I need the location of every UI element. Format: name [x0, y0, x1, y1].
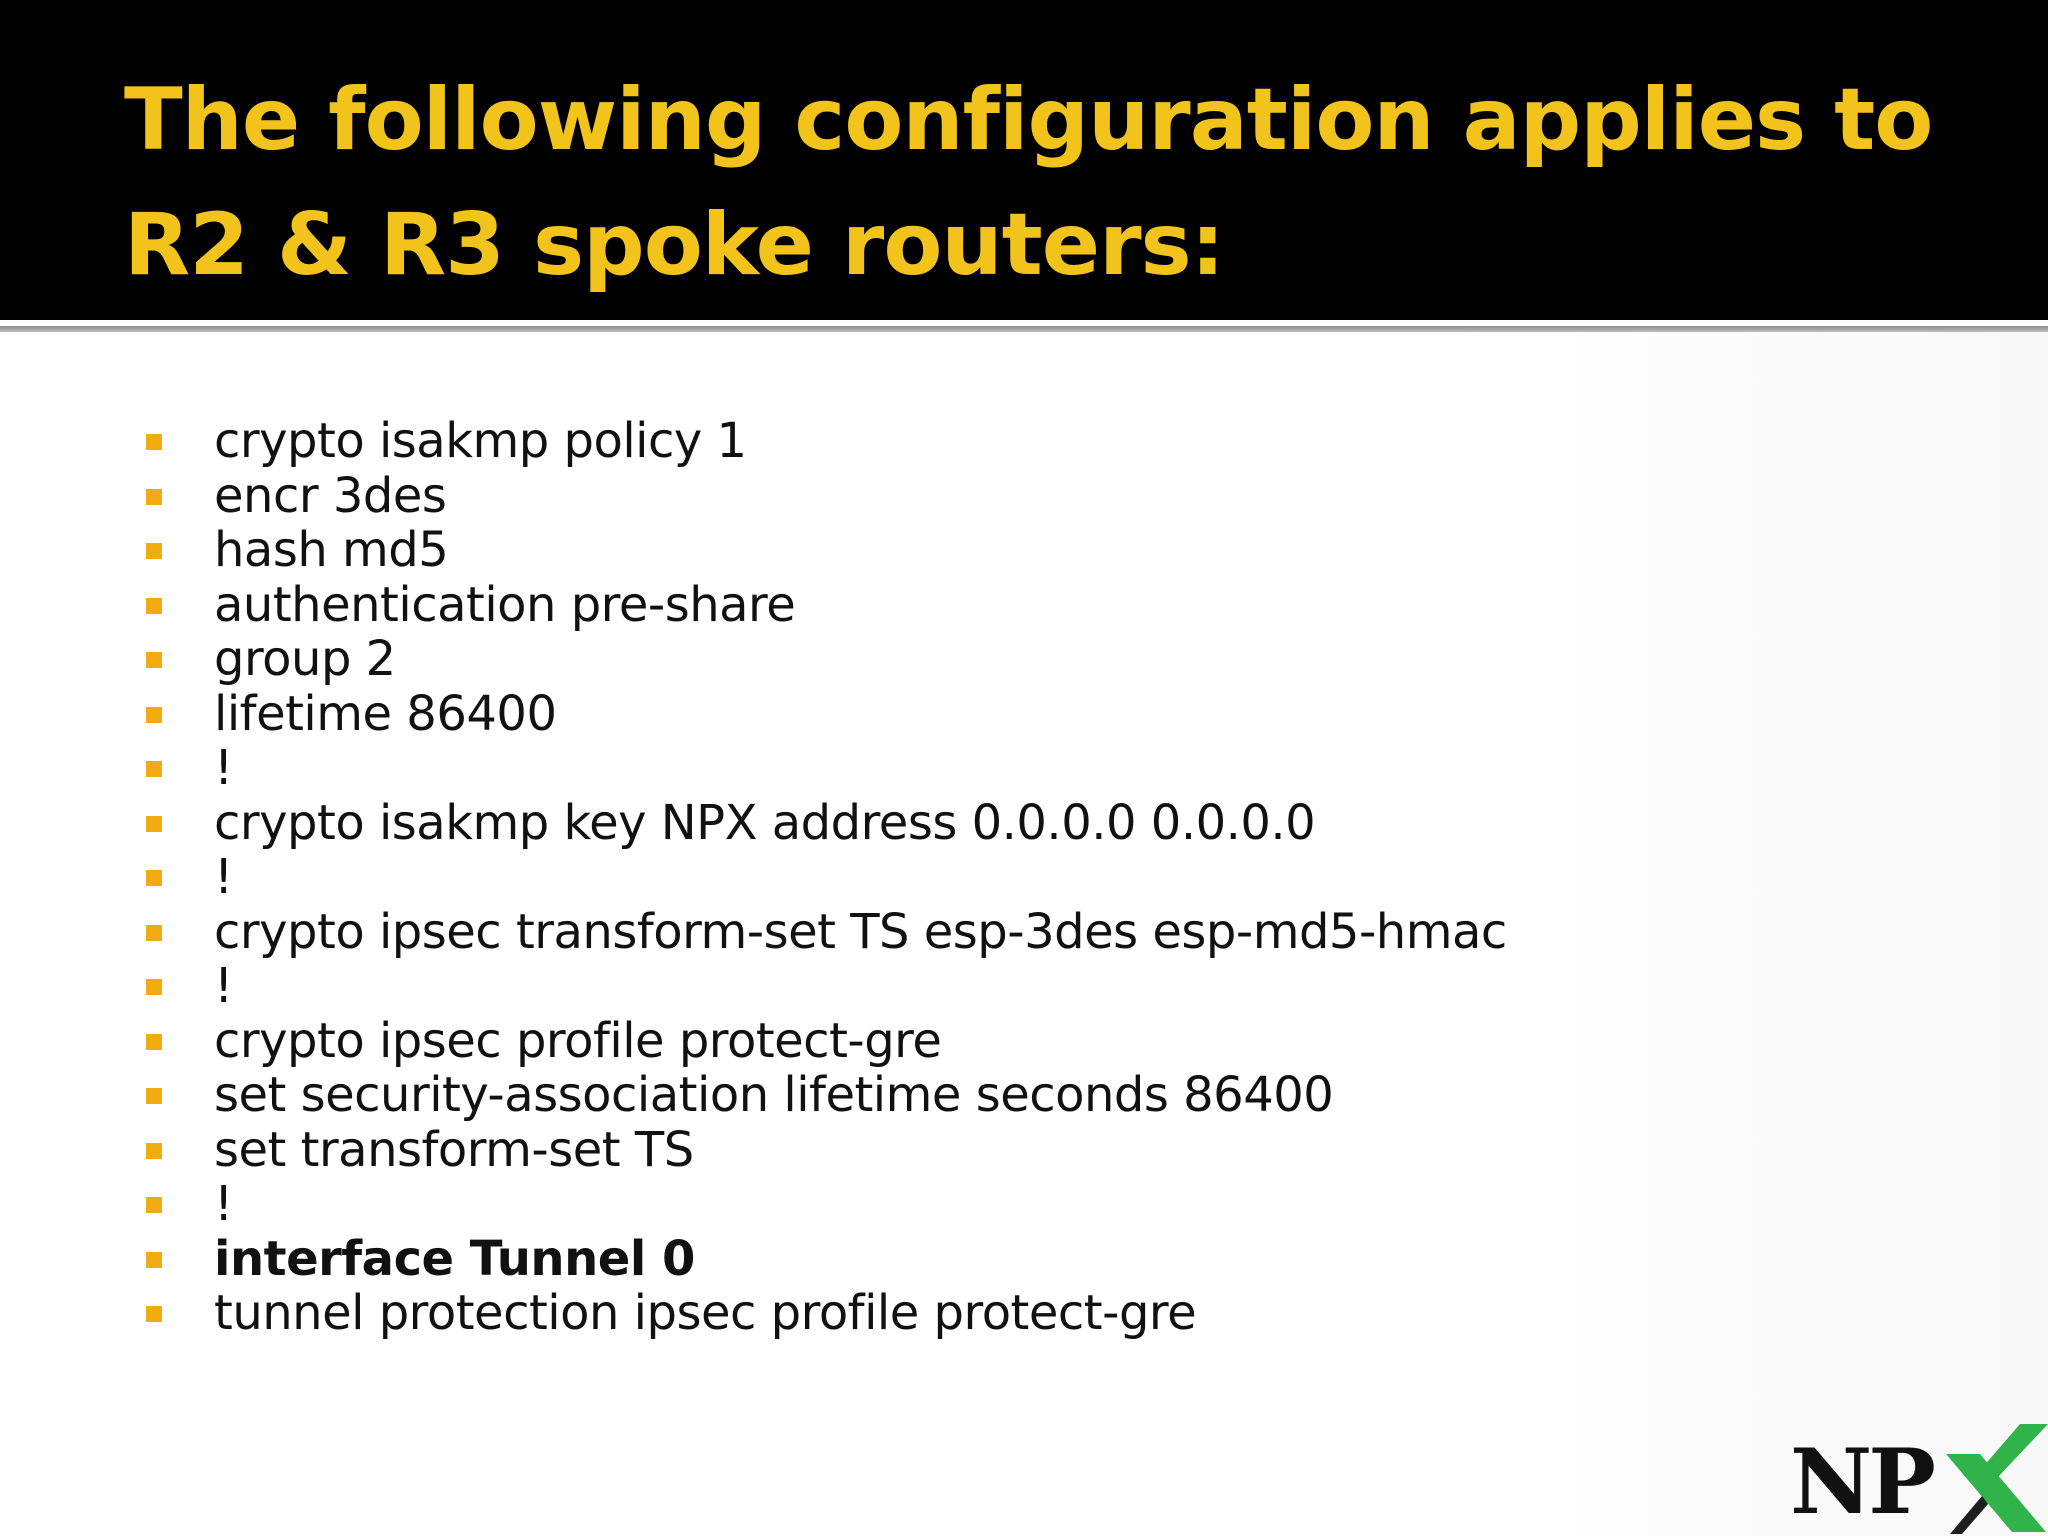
bullet-item: [140, 414, 1507, 469]
bullet-item-bold: [140, 1232, 1507, 1287]
square-bullet-icon: [146, 707, 162, 723]
bullet-text: crypto ipsec transform-set TS esp-3des esp-md5-hmac: [214, 903, 1507, 960]
bullet-item: [140, 687, 1507, 742]
square-bullet-icon: [146, 543, 162, 559]
square-bullet-icon: [146, 1143, 162, 1159]
square-bullet-icon: [146, 1306, 162, 1322]
bullet-text: hash md5: [214, 522, 449, 578]
square-bullet-icon: [146, 652, 162, 668]
bullet-item: [140, 905, 1507, 960]
title-band: [0, 0, 2048, 320]
bullet-list: [140, 414, 1507, 1341]
square-bullet-icon: [146, 1088, 162, 1104]
bullet-text: interface Tunnel 0: [214, 1230, 695, 1287]
bullet-text: crypto ipsec profile protect-gre: [214, 1012, 942, 1069]
bullet-text: authentication pre-share: [214, 576, 796, 633]
bullet-text: crypto isakmp policy 1: [214, 413, 747, 469]
square-bullet-icon: [146, 598, 162, 614]
bullet-item: [140, 1177, 1507, 1232]
square-bullet-icon: [146, 489, 162, 505]
bullet-text: lifetime 86400: [214, 685, 557, 742]
bullet-text: set transform-set TS: [214, 1121, 694, 1178]
bullet-item: [140, 1014, 1507, 1069]
bullet-text: tunnel protection ipsec profile protect-gre: [214, 1285, 1197, 1341]
square-bullet-icon: [146, 434, 162, 450]
bullet-text: !: [214, 740, 233, 796]
bullet-item: [140, 741, 1507, 796]
square-bullet-icon: [146, 1034, 162, 1050]
bullet-item: [140, 850, 1507, 905]
bullet-item: [140, 796, 1507, 851]
bullet-item: [140, 632, 1507, 687]
npx-logo-icon: [1944, 1424, 2048, 1536]
bullet-item: [140, 1068, 1507, 1123]
bullet-text: crypto isakmp key NPX address 0.0.0.0 0.0.0.0: [214, 794, 1316, 851]
square-bullet-icon: [146, 816, 162, 832]
square-bullet-icon: [146, 925, 162, 941]
npx-logo: [1790, 1424, 2048, 1536]
bullet-text: encr 3des: [214, 467, 447, 524]
square-bullet-icon: [146, 1252, 162, 1268]
bullet-text: !: [214, 849, 233, 905]
slide-title: The following configuration applies to R2 & R3 spoke routers:: [124, 70, 1933, 295]
bullet-item: [140, 523, 1507, 578]
logo-text: NP: [1790, 1429, 1932, 1535]
bullet-text: group 2: [214, 631, 396, 687]
bullet-text: !: [214, 958, 233, 1014]
bullet-item: [140, 959, 1507, 1014]
square-bullet-icon: [146, 870, 162, 886]
bullet-text: !: [214, 1176, 233, 1232]
bullet-item: [140, 1286, 1507, 1341]
square-bullet-icon: [146, 979, 162, 995]
bullet-text: set security-association lifetime seconds 86400: [214, 1067, 1334, 1123]
bullet-item: [140, 469, 1507, 524]
square-bullet-icon: [146, 1197, 162, 1213]
bullet-item: [140, 1123, 1507, 1178]
bullet-item: [140, 578, 1507, 633]
square-bullet-icon: [146, 761, 162, 777]
